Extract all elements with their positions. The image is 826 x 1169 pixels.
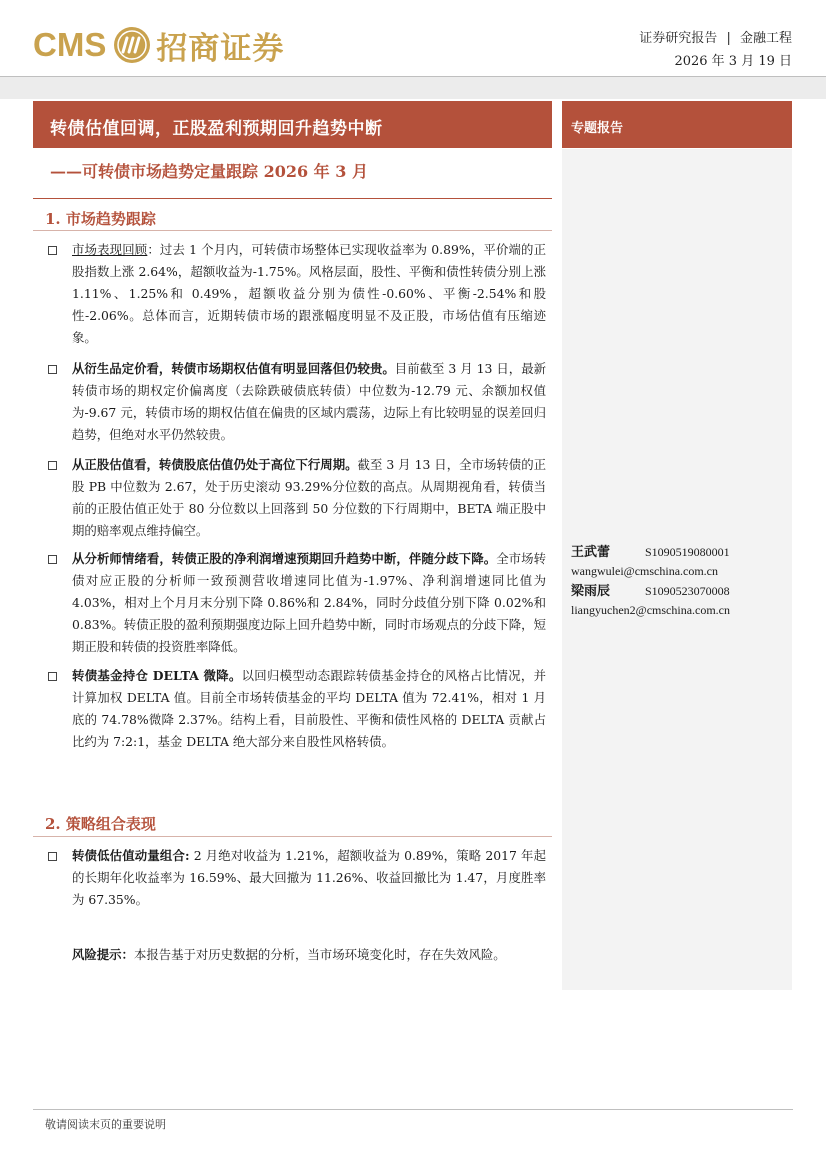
risk-lead: 风险提示： [72, 947, 134, 962]
bullet-icon [48, 555, 57, 564]
paragraph-text: 目前截至 3 月 13 日，最新转债市场的期权定价偏离度（去除跌破债底转债）中位数为-12.79 元、余额加权值为-9.67 元，转债市场的期权估值在偏贵的区域内震荡，边际上有比较明显的误差回归趋势，但绝对水平仍然较贵。 [72, 361, 547, 442]
paragraph-lead: 从分析师情绪看，转债正股的净利润增速预期回升趋势中断，伴随分歧下降。 [72, 551, 497, 566]
header-separator: | [726, 31, 731, 46]
bullet-icon [48, 246, 57, 255]
paragraph-text: 以回归模型动态跟踪转债基金持仓的风格占比情况，并计算加权 DELTA 值。目前全市场转债基金的平均 DELTA 值为 72.41%，相对 1 月底的 74.78%微降 2.37%。结构上看，目前股性、平衡和债性风格的 DELTA 贡献占比约为 7:2:1，基金 DELTA 绝大部分来自股性风格转债。 [72, 668, 546, 749]
analyst-license: S1090523070008 [645, 584, 730, 598]
report-category: 金融工程 [739, 31, 792, 46]
report-subtitle: ——可转债市场趋势定量跟踪 2026 年 3 月 [50, 162, 368, 181]
header-meta [639, 27, 792, 73]
section-heading: 2. 策略组合表现 [45, 815, 156, 833]
bullet-icon [48, 461, 57, 470]
analyst-name: 王武蕾 [571, 545, 611, 560]
footer-note: 敬请阅读末页的重要说明 [45, 1118, 166, 1131]
paragraph-text: 全市场转债对应正股的分析师一致预测营收增速同比值为-1.97%、净利润增速同比值为 4.03%，相对上个月月末分别下降 0.86%和 2.84%，同时分歧值分别下降 0.02%和 0.83%。转债正股的盈利预期强度边际上回升趋势中断，同时市场观点的分歧下降，短期正股和转债的投资胜率降低。 [72, 551, 547, 654]
paragraph-lead: 市场表现回顾 [72, 242, 148, 257]
paragraph-lead: 转债基金持仓 DELTA 微降。 [72, 668, 242, 683]
bullet-icon [48, 365, 57, 374]
title-divider [33, 198, 552, 199]
risk-warning [72, 944, 546, 966]
paragraph-lead: 转债低估值动量组合: [72, 848, 190, 863]
logo-cms-text: CMS [33, 26, 107, 63]
header-band [0, 77, 826, 99]
paragraph [72, 358, 546, 446]
logo-chinese-text: 招商证券 [156, 30, 285, 67]
paragraph [72, 665, 546, 753]
footer-divider [33, 1109, 793, 1110]
analyst-name: 梁雨辰 [571, 584, 611, 599]
bullet-icon [48, 672, 57, 681]
logo-emblem-icon [112, 25, 152, 65]
paragraph-text: 截至 3 月 13 日，全市场转债的正股 PB 中位数为 2.67，处于历史滚动 93.29%分位数的高点。从周期视角看，转债当前的正股估值正处于 80 分位数以上回落到 50 分位数的下行周期中，BETA 端正股中期的赔率观点维持偏空。 [72, 457, 547, 538]
section-heading: 1. 市场趋势跟踪 [45, 210, 156, 228]
paragraph-lead: 从正股估值看，转债股底估值仍处于高位下行周期。 [72, 457, 358, 472]
header-report-line [639, 27, 792, 50]
analyst-email[interactable]: wangwulei@cmschina.com.cn [571, 564, 719, 578]
analyst-license: S1090519080001 [645, 545, 730, 559]
paragraph [72, 548, 546, 658]
cms-logo [33, 22, 284, 68]
paragraph-text: 2 月绝对收益为 1.21%，超额收益为 0.89%，策略 2017 年起的长期年化收益率为 16.59%、最大回撤为 11.26%、收益回撤比为 1.47，月度胜率为 67.35%。 [72, 848, 546, 907]
analyst-card [571, 582, 730, 619]
report-date: 2026 年 3 月 19 日 [674, 54, 792, 69]
paragraph [72, 845, 546, 911]
section-divider [33, 230, 552, 231]
section-divider [33, 836, 552, 837]
paragraph [72, 454, 546, 542]
bullet-icon [48, 852, 57, 861]
paragraph-text: ：过去 1 个月内，可转债市场整体已实现收益率为 0.89%，平价端的正股指数上涨 2.64%，超额收益为-1.75%。风格层面，股性、平衡和债性转债分别上涨 1.11%、1.25%和 0.49%，超额收益分别为债性-0.60%、平衡-2.54%和股性-2.06%。总体而言，近期转债市场的跟涨幅度明显不及正股，市场估值有压缩迹象。 [72, 242, 547, 345]
report-title: 转债估值回调，正股盈利预期回升趋势中断 [50, 119, 383, 139]
risk-text: 本报告基于对历史数据的分析，当市场环境变化时，存在失效风险。 [133, 947, 506, 962]
analyst-card [571, 543, 730, 580]
analyst-email[interactable]: liangyuchen2@cmschina.com.cn [571, 603, 730, 617]
paragraph-lead: 从衍生品定价看，转债市场期权估值有明显回落但仍较贵。 [72, 361, 395, 376]
report-type: 证券研究报告 [639, 31, 718, 46]
paragraph [72, 239, 546, 349]
report-tag: 专题报告 [571, 121, 624, 136]
